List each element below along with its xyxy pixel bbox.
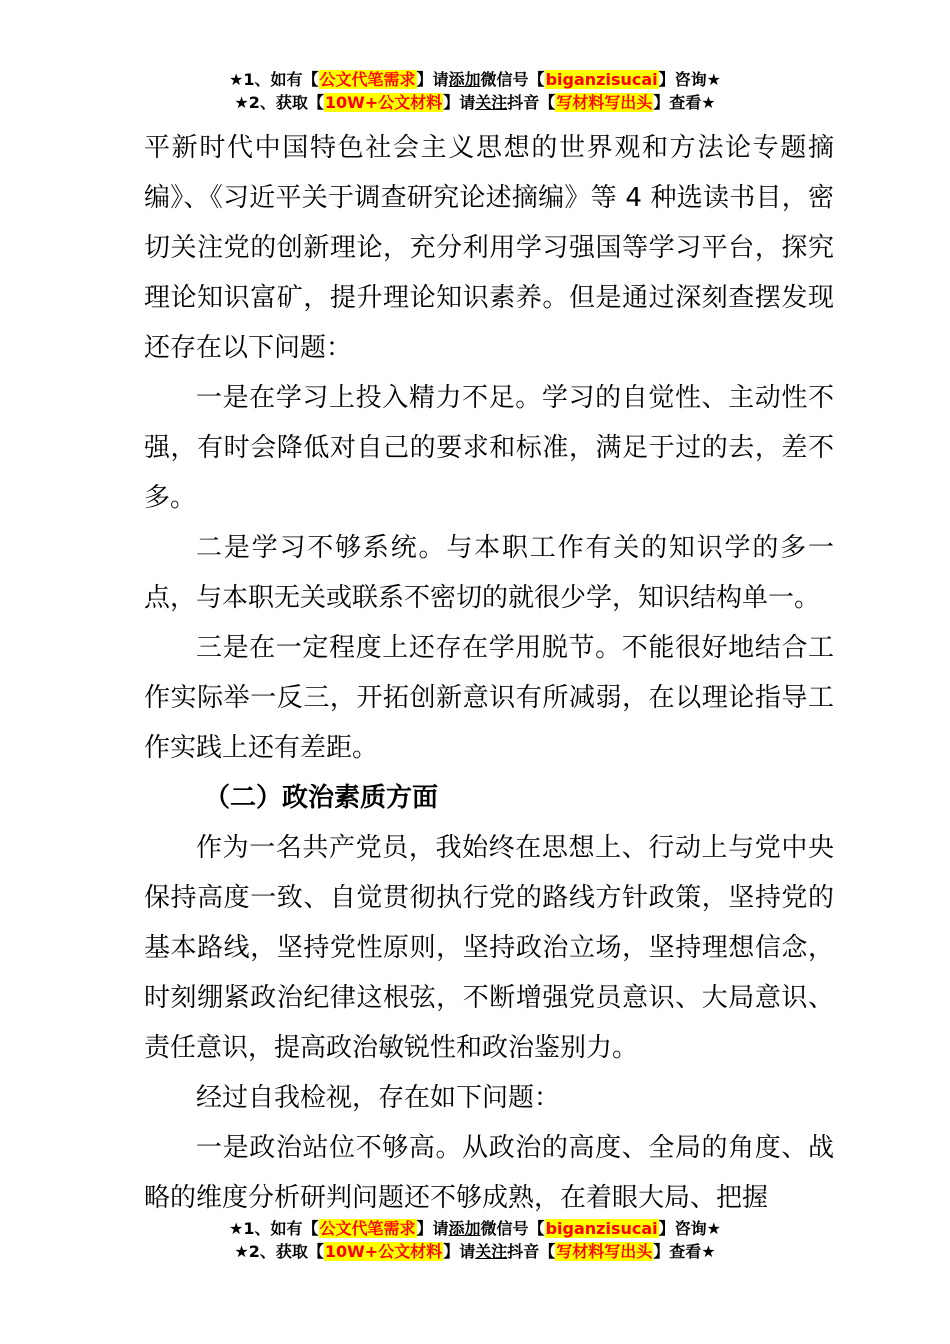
paragraph-6: 经过自我检视，存在如下问题： <box>196 1083 561 1113</box>
highlight-materials: 10W+公文材料 <box>324 93 443 112</box>
paragraph-1: 平新时代中国特色社会主义思想的世界观和方法论专题摘编》、《习近平关于调查研究论述摘编》等 4 种选读书目，密切关注党的创新理论，充分利用学习强国等学习平台，探究理论知识富矿，提升理论知识素养。但是通过深刻查摆发现还存在以下问题： <box>144 133 834 363</box>
paragraph-7: 一是政治站位不够高。从政治的高度、全局的角度、战略的维度分析研判问题还不够成熟，在着眼大局、把握 <box>144 1133 834 1213</box>
footer-banner <box>0 1217 950 1263</box>
highlight-service: 公文代笔需求 <box>319 70 416 89</box>
highlight-service: 公文代笔需求 <box>319 1219 416 1238</box>
highlight-materials: 10W+公文材料 <box>324 1242 443 1261</box>
banner-line-2: ★2、获取【10W+公文材料】请关注抖音【写材料写出头】查看★ <box>234 93 716 112</box>
paragraph-5: 作为一名共产党员，我始终在思想上、行动上与党中央保持高度一致、自觉贯彻执行党的路线方针政策，坚持党的基本路线，坚持党性原则，坚持政治立场，坚持理想信念，时刻绷紧政治纪律这根弦，不断增强党员意识、大局意识、责任意识，提高政治敏锐性和政治鉴别力。 <box>144 833 834 1063</box>
highlight-douyin-name: 写材料写出头 <box>556 93 653 112</box>
banner-line-2: ★2、获取【10W+公文材料】请关注抖音【写材料写出头】查看★ <box>234 1242 716 1261</box>
document-body <box>144 123 834 1223</box>
paragraph-3: 二是学习不够系统。与本职工作有关的知识学的多一点，与本职无关或联系不密切的就很少学，知识结构单一。 <box>144 533 834 613</box>
banner-line-1: ★1、如有【公文代笔需求】请添加微信号【biganzisucai】咨询★ <box>229 70 721 89</box>
paragraph-2: 一是在学习上投入精力不足。学习的自觉性、主动性不强，有时会降低对自己的要求和标准，满足于过的去，差不多。 <box>144 383 834 513</box>
highlight-wechat-id: biganzisucai <box>545 1219 658 1238</box>
highlight-douyin-name: 写材料写出头 <box>556 1242 653 1261</box>
paragraph-4: 三是在一定程度上还存在学用脱节。不能很好地结合工作实际举一反三，开拓创新意识有所减弱，在以理论指导工作实践上还有差距。 <box>144 633 834 763</box>
section-heading: （二）政治素质方面 <box>204 783 439 813</box>
header-banner <box>0 68 950 114</box>
highlight-wechat-id: biganzisucai <box>545 70 658 89</box>
banner-line-1: ★1、如有【公文代笔需求】请添加微信号【biganzisucai】咨询★ <box>229 1219 721 1238</box>
